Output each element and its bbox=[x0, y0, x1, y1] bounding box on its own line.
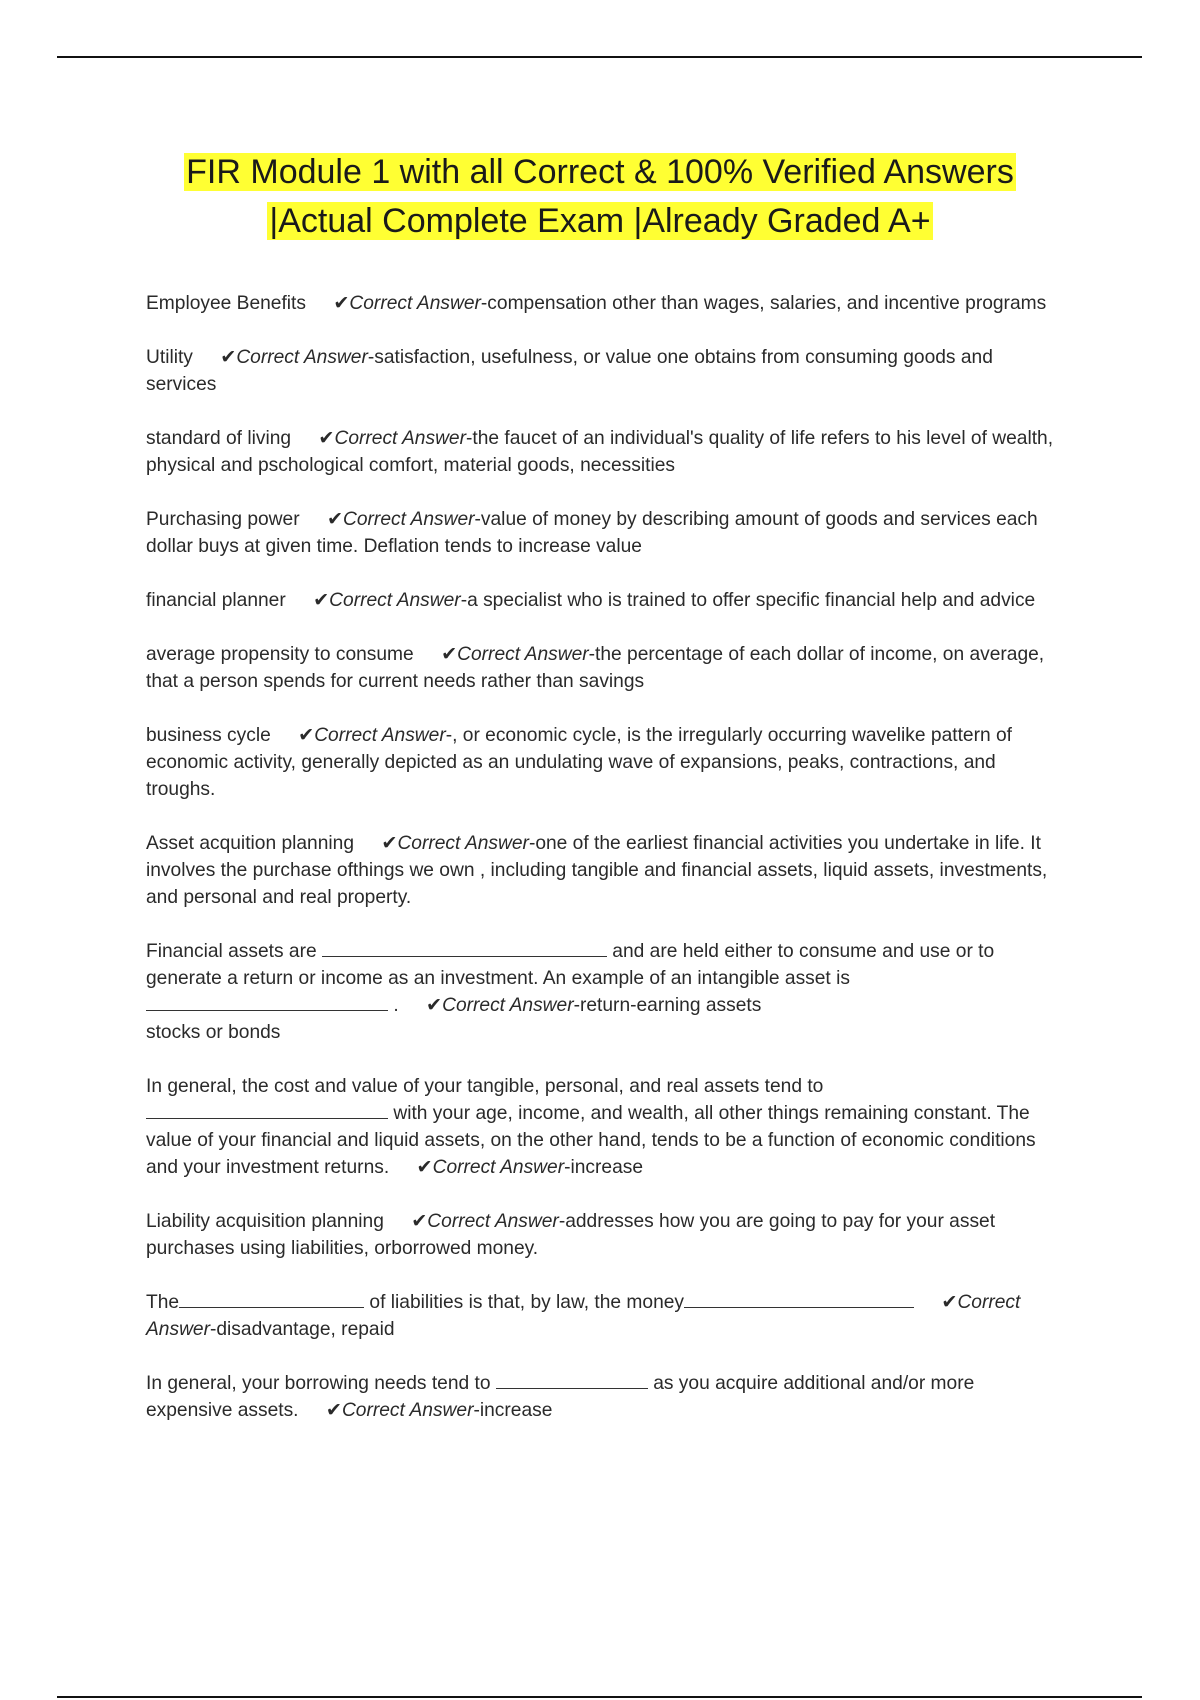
answer-label: Correct Answer bbox=[427, 1211, 559, 1232]
qa-item-fill-in-asset-value bbox=[146, 1073, 1061, 1181]
answer-label: Correct Answer bbox=[457, 644, 589, 665]
qa-text: Financial assets are bbox=[146, 941, 322, 962]
check-icon: ✔ bbox=[298, 725, 315, 746]
answer-label: Correct Answer bbox=[397, 833, 529, 854]
qa-term: Asset acquition planning bbox=[146, 833, 355, 854]
check-icon: ✔ bbox=[416, 1157, 433, 1178]
qa-item-fill-in-liabilities bbox=[146, 1289, 1061, 1343]
qa-answer: -the faucet of an individual's quality of life refers to his level of wealth, physical and pschological comfort, material goods, necessities bbox=[146, 428, 1054, 476]
qa-text: and are held either to consume and use or to generate a return or income as an investment. An example of an intangible asset is bbox=[146, 941, 995, 989]
qa-answer: -satisfaction, usefulness, or value one obtains from consuming goods and services bbox=[146, 347, 993, 395]
check-icon: ✔ bbox=[426, 995, 443, 1016]
answer-label: Correct Answer bbox=[349, 293, 481, 314]
check-icon: ✔ bbox=[941, 1292, 958, 1313]
qa-item-fill-in-financial-assets bbox=[146, 938, 1061, 1046]
qa-term: Employee Benefits bbox=[146, 293, 306, 314]
qa-text: In general, the cost and value of your tangible, personal, and real assets tend to bbox=[146, 1076, 824, 1097]
qa-text: as you acquire additional and/or more expensive assets. bbox=[146, 1373, 975, 1421]
qa-answer: -increase bbox=[473, 1400, 553, 1421]
answer-blank bbox=[146, 992, 388, 1011]
answer-blank bbox=[684, 1289, 914, 1308]
check-icon: ✔ bbox=[411, 1211, 428, 1232]
qa-answer: -a specialist who is trained to offer specific financial help and advice bbox=[460, 590, 1036, 611]
answer-label: Answer bbox=[146, 1319, 210, 1340]
answer-label: Correct Answer bbox=[343, 509, 475, 530]
answer-label: Correct Answer bbox=[442, 995, 574, 1016]
qa-term: business cycle bbox=[146, 725, 271, 746]
qa-answer: -increase bbox=[564, 1157, 644, 1178]
qa-term: Utility bbox=[146, 347, 193, 368]
qa-answer: -the percentage of each dollar of income, on average, that a person spends for current needs rather than savings bbox=[146, 644, 1045, 692]
answer-label: Correct Answer bbox=[334, 428, 466, 449]
check-icon: ✔ bbox=[220, 347, 237, 368]
check-icon: ✔ bbox=[318, 428, 335, 449]
qa-answer: -, or economic cycle, is the irregularly occurring wavelike pattern of economic activity, generally depicted as an undulating wave of expansions, peaks, contractions, and troughs. bbox=[146, 725, 1012, 800]
header-rule bbox=[57, 56, 1142, 58]
title-line-2: |Actual Complete Exam |Already Graded A+ bbox=[269, 202, 931, 240]
qa-answer: -compensation other than wages, salaries, and incentive programs bbox=[480, 293, 1047, 314]
qa-item bbox=[146, 1208, 1061, 1262]
answer-blank bbox=[179, 1289, 364, 1308]
qa-item bbox=[146, 425, 1061, 479]
document-title bbox=[100, 148, 1100, 246]
qa-item bbox=[146, 344, 1061, 398]
answer-label: Correct Answer bbox=[341, 1400, 474, 1421]
qa-text: of liabilities is that, by law, the money bbox=[364, 1292, 685, 1313]
qa-answer: -addresses how you are going to pay for your asset purchases using liabilities, orborrowed money. bbox=[146, 1211, 996, 1259]
qa-term: Liability acquisition planning bbox=[146, 1211, 384, 1232]
qa-text: with your age, income, and wealth, all other things remaining constant. The value of your financial and liquid assets, on the other hand, tends to be a function of economic conditions and your investment returns. bbox=[146, 1103, 1036, 1178]
answer-label: Correct bbox=[957, 1292, 1021, 1313]
check-icon: ✔ bbox=[333, 293, 350, 314]
qa-answer: -value of money by describing amount of goods and services each dollar buys at given time. Deflation tends to increase value bbox=[146, 509, 1038, 557]
check-icon: ✔ bbox=[441, 644, 458, 665]
answer-label: Correct Answer bbox=[432, 1157, 565, 1178]
qa-text: The bbox=[146, 1292, 180, 1313]
qa-item-fill-in-borrowing bbox=[146, 1370, 1061, 1424]
qa-answer: -one of the earliest financial activities you undertake in life. It involves the purchase ofthings we own , including tangible and financial assets, liquid assets, investments, and personal and real property. bbox=[146, 833, 1048, 908]
check-icon: ✔ bbox=[325, 1400, 342, 1421]
qa-term: financial planner bbox=[146, 590, 286, 611]
answer-blank bbox=[322, 938, 607, 957]
answer-label: Correct Answer bbox=[236, 347, 368, 368]
qa-answer: -return-earning assets bbox=[573, 995, 762, 1016]
qa-item bbox=[146, 290, 1061, 317]
answer-blank bbox=[496, 1370, 648, 1389]
qa-item bbox=[146, 506, 1061, 560]
qa-text: In general, your borrowing needs tend to bbox=[146, 1373, 496, 1394]
check-icon: ✔ bbox=[313, 590, 330, 611]
qa-item bbox=[146, 587, 1061, 614]
qa-term: average propensity to consume bbox=[146, 644, 414, 665]
footer-rule bbox=[57, 1696, 1142, 1698]
qa-item bbox=[146, 641, 1061, 695]
qa-list bbox=[146, 290, 1061, 1451]
answer-blank bbox=[146, 1100, 388, 1119]
check-icon: ✔ bbox=[381, 833, 398, 854]
qa-answer-continued: stocks or bonds bbox=[146, 1022, 281, 1043]
qa-term: Purchasing power bbox=[146, 509, 300, 530]
qa-text: . bbox=[388, 995, 399, 1016]
answer-label: Correct Answer bbox=[314, 725, 446, 746]
check-icon: ✔ bbox=[326, 509, 344, 530]
qa-item bbox=[146, 722, 1061, 803]
title-line-1: FIR Module 1 with all Correct & 100% Verified Answers bbox=[186, 153, 1014, 191]
answer-label: Correct Answer bbox=[329, 590, 461, 611]
qa-item bbox=[146, 830, 1061, 911]
qa-term: standard of living bbox=[146, 428, 292, 449]
qa-answer: -disadvantage, repaid bbox=[209, 1319, 395, 1340]
